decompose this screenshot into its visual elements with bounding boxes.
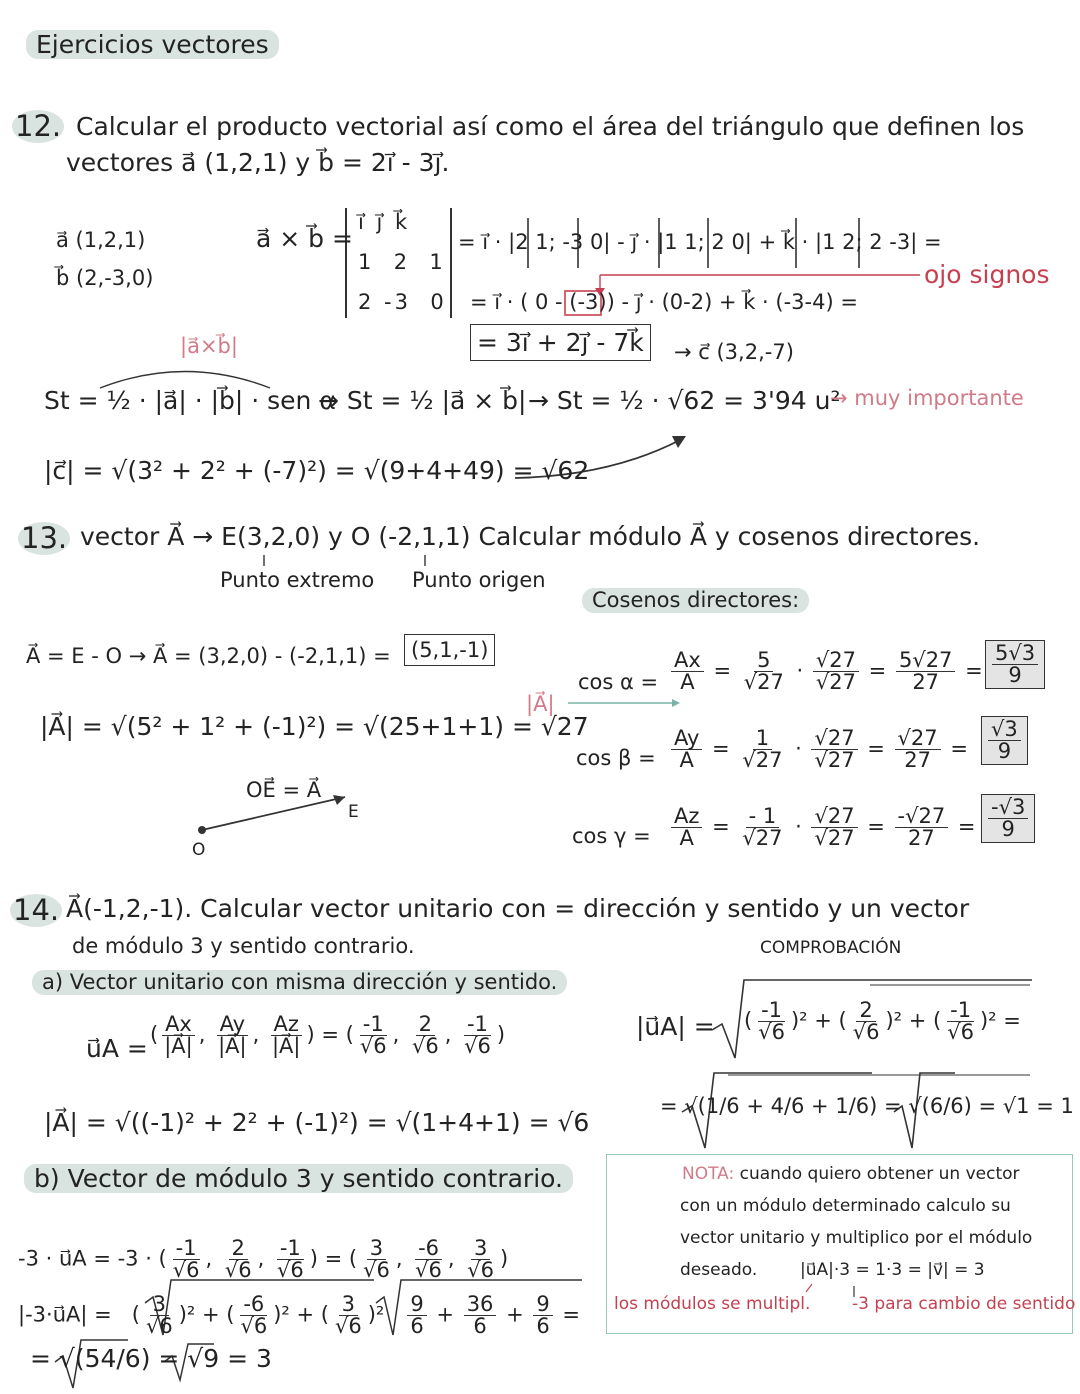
exercise-14-statement-line2: de módulo 3 y sentido contrario. [72, 934, 415, 958]
modulus-A-side-label: |A⃗| [526, 692, 555, 716]
comprobacion-title: COMPROBACIÓN [760, 938, 902, 958]
part-b-line1: -3 · u⃗A = -3 · ( $\frac{-1}{√6}$ , $\frac{2}{√6}$ , $\frac{-1}{√6}$ ) = ( $\frac{3}{√6}$ , $\frac{-6}{√6}$ , $\frac{3}{√6}$ ) [18, 1236, 509, 1282]
exercise-13-number: 13. [18, 522, 70, 555]
exercise-12-number: 12. [12, 110, 64, 143]
nota-line1: NOTA: cuando quiero obtener un vector [682, 1164, 1020, 1184]
vector-A-definition: A⃗ = E - O → A⃗ = (3,2,0) - (-2,1,1) = [26, 644, 391, 668]
note-muy-importante: → muy importante [830, 386, 1024, 410]
cross-product-label: a⃗ × b⃗ = [256, 224, 353, 253]
cos-beta-answer: $\frac{√3}{9}$ [978, 716, 1031, 765]
nota-line4-formula: |u⃗A|·3 = 1·3 = |v⃗| = 3 [800, 1260, 985, 1280]
cos-beta-expression: $\frac{Ay}{A}$ = $\frac{1}{√27}$ · $\frac{√27}{√27}$ = $\frac{√27}{27}$ = [668, 728, 968, 771]
vector-b: b⃗ (2,-3,0) [56, 266, 154, 290]
check-components: ( $\frac{-1}{√6}$ )² + ( $\frac{2}{√6}$ )² + ( $\frac{-1}{√6}$ )² = [744, 998, 1021, 1044]
modulus-A-ex14: |A⃗| = √((-1)² + 2² + (-1)²) = √(1+4+1) = √6 [44, 1108, 590, 1137]
check-result: = √(1/6 + 4/6 + 1/6) = √(6/6) = √1 = 1 [660, 1094, 1074, 1118]
area-formula: St = ½ · |a⃗| · |b⃗| · sen α [44, 386, 336, 415]
nota-line3: vector unitario y multiplico por el módulo [680, 1228, 1033, 1248]
cos-gamma-expression: $\frac{Az}{A}$ = $\frac{- 1}{√27}$ · $\frac{√27}{√27}$ = $\frac{-√27}{27}$ = [668, 806, 976, 849]
note-ojo-signos: ojo signos [924, 260, 1050, 289]
unit-vector-label: u⃗A = [86, 1034, 148, 1063]
unit-vector-components: ( $\frac{Ax}{|A⃗|}$ , $\frac{Ay}{|A⃗|}$ , $\frac{Az}{|A⃗|}$ ) = ( $\frac{-1}{√6}$ , $\frac{2}{√6}$ , $\frac{-1}{√6}$ ) [150, 1012, 506, 1058]
vector-c: → c⃗ (3,2,-7) [674, 340, 794, 364]
nota-line4: deseado. [680, 1260, 758, 1280]
exercise-13-statement: vector A⃗ → E(3,2,0) y O (-2,1,1) Calcular módulo A⃗ y cosenos directores. [80, 522, 981, 551]
point-O: O [192, 840, 206, 860]
vector-OE-label: OE⃗ = A⃗ [246, 778, 322, 802]
part-a-title: a) Vector unitario con misma dirección y sentido. [32, 970, 567, 995]
modulus-c: |c⃗| = √(3² + 2² + (-7)²) = √(9+4+49) = √62 [44, 456, 590, 485]
nota-line2: con un módulo determinado calculo su [680, 1196, 1011, 1216]
part-b-title: b) Vector de módulo 3 y sentido contrario. [24, 1164, 573, 1193]
exercise-14-statement-line1: A⃗(-1,2,-1). Calcular vector unitario con = dirección y sentido y un vector [66, 894, 970, 923]
cos-gamma-label: cos γ = [572, 824, 651, 848]
cos-alpha-answer: $\frac{5√3}{9}$ [982, 640, 1048, 689]
part-b-line3: = √(54/6) = √9 = 3 [30, 1344, 272, 1373]
label-punto-origen: Punto origen [412, 568, 546, 592]
point-E: E [348, 802, 359, 822]
cross-modulus-label: |a⃗×b⃗| [180, 334, 238, 358]
modulus-A: |A⃗| = √(5² + 1² + (-1)²) = √(25+1+1) = √27 [40, 712, 589, 741]
cos-alpha-expression: $\frac{Ax}{A}$ = $\frac{5}{√27}$ · $\frac{√27}{√27}$ = $\frac{5√27}{27}$ = [668, 650, 983, 693]
nota-cambio-sentido: -3 para cambio de sentido [852, 1294, 1076, 1314]
determinant-row1: i⃗ j⃗ k⃗ [358, 210, 411, 234]
cos-alpha-label: cos α = [578, 670, 659, 694]
cos-gamma-answer: $\frac{-√3}{9}$ [978, 794, 1038, 843]
label-punto-extremo: Punto extremo [220, 568, 375, 592]
cofactor-expansion: = i⃗ · |2 1; -3 0| - j⃗ · |1 1; 2 0| + k⃗ · |1 2; 2 -3| = [458, 230, 942, 254]
exercise-12-statement-line2: vectores a⃗ (1,2,1) y b⃗ = 2i⃗ - 3j⃗. [66, 148, 450, 177]
modulus-ua-label: |u⃗A| = [636, 1012, 715, 1041]
page-title: Ejercicios vectores [26, 30, 279, 59]
determinant-row2: 1 2 1 [358, 250, 446, 274]
vector-A-value: (5,1,-1) [404, 640, 495, 661]
cross-product-result: = 3i⃗ + 2j⃗ - 7k⃗ [470, 330, 651, 355]
part-b-line2: |-3·u⃗A| = ( $\frac{3}{√6}$ )² + ( $\frac{-6}{√6}$ )² + ( $\frac{3}{√6}$ )² $\frac{9}{6}$ + $\frac{36}{6}$ + $\frac{9}{6}$ = [18, 1292, 581, 1338]
area-result: → St = ½ · √62 = 3'94 u² [528, 386, 841, 415]
nota-modulos: los módulos se multipl. [614, 1294, 811, 1314]
cos-beta-label: cos β = [576, 746, 656, 770]
exercise-14-number: 14. [10, 894, 62, 927]
cofactor-step: = i⃗ · ( 0 - (-3)) - j⃗ · (0-2) + k⃗ · (-3-4) = [470, 290, 858, 314]
exercise-12-statement-line1: Calcular el producto vectorial así como el área del triángulo que definen los [76, 112, 1025, 141]
cosenos-directores-title: Cosenos directores: [582, 588, 809, 613]
area-formula-cross: → St = ½ |a⃗ × b⃗| [318, 386, 527, 415]
vector-a: a⃗ (1,2,1) [56, 228, 146, 252]
determinant-row3: 2 -3 0 [358, 290, 447, 314]
